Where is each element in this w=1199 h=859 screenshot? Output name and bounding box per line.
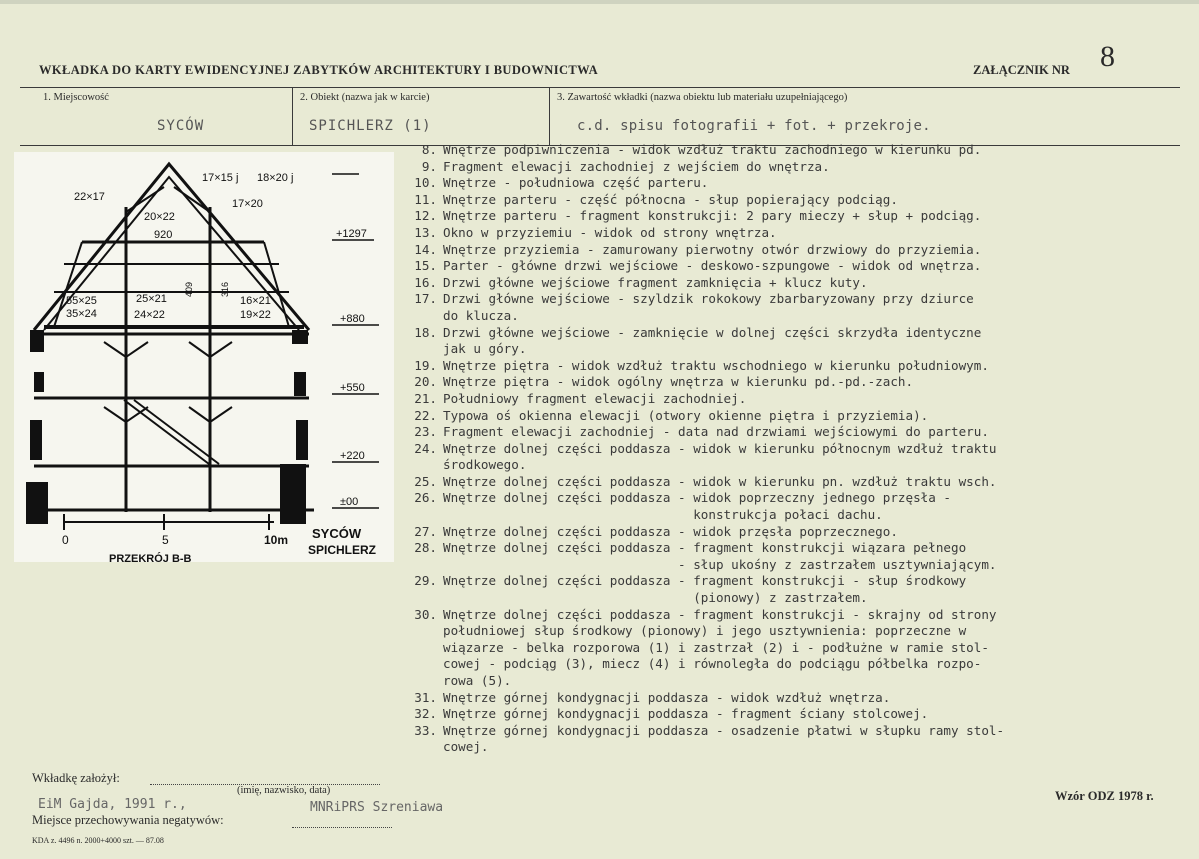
dimension-label: 55×25	[66, 295, 97, 307]
list-item-number: 11.	[414, 191, 437, 207]
list-item-number: 33.	[414, 722, 437, 738]
elevation-label: +880	[340, 313, 365, 325]
list-item	[395, 308, 1185, 325]
list-item-text: Wnętrze - południowa część parteru.	[443, 175, 709, 191]
list-item	[395, 673, 1185, 690]
list-item-number: 13.	[414, 224, 437, 240]
list-item	[395, 208, 1185, 225]
fields-divider-1	[292, 87, 293, 145]
list-item-number: 29.	[414, 573, 437, 589]
list-item	[395, 739, 1185, 756]
list-item-text: (pionowy) z zastrzałem.	[443, 590, 868, 606]
list-item-text: Wnętrze parteru - fragment konstrukcji: 2 pary mieczy + słup + podciąg.	[443, 208, 982, 224]
list-item-text: Wnętrze dolnej części poddasza - widok poprzeczny jednego przęsła -	[443, 490, 951, 506]
list-item	[395, 325, 1185, 342]
list-item	[395, 623, 1185, 640]
list-item-text: Drzwi główne wejściowe - szyldzik rokokowy zbarbaryzowany przy dziurce	[443, 291, 974, 307]
list-item-text: Wnętrze górnej kondygnacji poddasza - fragment ściany stolcowej.	[443, 706, 929, 722]
list-item-text: Typowa oś okienna elewacji (otwory okienne piętra i przyziemia).	[443, 407, 929, 423]
list-item-text: cowej - podciąg (3), miecz (4) i równoległa do podciągu półbelka rozpo-	[443, 656, 982, 672]
content-value: c.d. spisu fotografii + fot. + przekroje.	[577, 118, 931, 134]
list-item-number	[395, 590, 437, 607]
list-item	[395, 242, 1185, 259]
list-item	[395, 474, 1185, 491]
list-item-text: Wnętrze dolnej części poddasza - widok w kierunku pn. wzdłuż traktu wsch.	[443, 473, 997, 489]
list-item	[395, 192, 1185, 209]
list-item-text: Wnętrze górnej kondygnacji poddasza - osadzenie płatwi w słupku ramy stol-	[443, 722, 1005, 738]
object-value: SPICHLERZ (1)	[309, 118, 432, 134]
list-item-number: 23.	[414, 424, 437, 440]
elevation-label: +1297	[336, 228, 367, 240]
list-item-number: 14.	[414, 241, 437, 257]
drawing-building-label: SPICHLERZ	[308, 543, 377, 557]
scale-label: 10m	[264, 533, 289, 547]
list-item-text: wiązarze - belka rozporowa (1) i zastrzał (2) i - podłużne w ramie stol-	[443, 639, 989, 655]
founder-value: EiM Gajda, 1991 r.,	[38, 797, 187, 812]
list-item-text: południowej słup środkowy (pionowy) i jego usztywnienia: poprzeczne w	[443, 623, 967, 639]
list-item	[395, 607, 1185, 624]
dimension-label: 19×22	[240, 309, 271, 321]
elevation-label: +220	[340, 450, 365, 462]
list-item	[395, 540, 1185, 557]
list-item-number: 16.	[414, 274, 437, 290]
list-item-number	[395, 656, 437, 673]
list-item-text: Fragment elewacji zachodniej - data nad drzwiami wejściowymi do parteru.	[443, 424, 989, 440]
founder-label: Wkładkę założył:	[32, 771, 120, 785]
header-rule	[20, 87, 1180, 88]
cross-section-drawing	[14, 152, 394, 562]
dimension-label: 17×20	[232, 198, 263, 210]
list-item-text: Okno w przyziemiu - widok od strony wnętrza.	[443, 224, 777, 240]
dimension-label: 16×21	[240, 295, 271, 307]
list-item-number: 24.	[414, 440, 437, 456]
list-item-number: 32.	[414, 706, 437, 722]
list-item-text: Wnętrze parteru - część północna - słup popierający podciąg.	[443, 191, 898, 207]
locality-value: SYCÓW	[157, 118, 205, 134]
list-item	[395, 391, 1185, 408]
dimension-label: 409	[184, 281, 194, 297]
object-label: 2. Obiekt (nazwa jak w karcie)	[300, 92, 430, 103]
elevation-label: ±00	[340, 496, 359, 508]
form-model-label: Wzór ODZ 1978 r.	[1055, 789, 1154, 803]
list-item-number	[395, 341, 437, 358]
dimension-label: 25×21	[136, 293, 167, 305]
content-label: 3. Zawartość wkładki (nazwa obiektu lub materiału uzupełniającego)	[557, 92, 848, 103]
list-item	[395, 358, 1185, 375]
photo-list	[395, 142, 1185, 756]
list-item-number: 31.	[414, 689, 437, 705]
list-item-text: Wnętrze piętra - widok ogólny wnętrza w kierunku pd.-pd.-zach.	[443, 374, 914, 390]
list-item-text: rowa (5).	[443, 673, 512, 688]
list-item-number: 27.	[414, 523, 437, 539]
list-item-number	[395, 739, 437, 756]
list-item	[395, 275, 1185, 292]
list-item-number: 22.	[414, 407, 437, 423]
list-item	[395, 175, 1185, 192]
list-item	[395, 341, 1185, 358]
list-item-number: 17.	[414, 291, 437, 307]
list-item-number: 15.	[414, 258, 437, 274]
fields-divider-2	[549, 87, 550, 145]
list-item	[395, 374, 1185, 391]
list-item-text: Wnętrze górnej kondygnacji poddasza - widok wzdłuż wnętrza.	[443, 689, 891, 705]
list-item-text: Fragment elewacji zachodniej z wejściem do wnętrza.	[443, 158, 830, 174]
list-item-text: środkowego.	[443, 457, 527, 473]
list-item-text: Wnętrze przyziemia - zamurowany pierwotny otwór drzwiowy do przyziemia.	[443, 241, 982, 257]
list-item	[395, 690, 1185, 707]
list-item-number: 20.	[414, 374, 437, 390]
negatives-label: Miejsce przechowywania negatywów:	[32, 813, 224, 827]
list-item-text: Wnętrze piętra - widok wzdłuż traktu wschodniego w kierunku południowym.	[443, 357, 989, 373]
list-item	[395, 507, 1185, 524]
list-item-number	[395, 557, 437, 574]
list-item-text: Wnętrze dolnej części poddasza - widok w kierunku północnym wzdłuż traktu	[443, 440, 997, 456]
list-item-number	[395, 640, 437, 657]
list-item	[395, 490, 1185, 507]
list-item	[395, 457, 1185, 474]
list-item	[395, 225, 1185, 242]
list-item-number: 26.	[414, 490, 437, 506]
list-item-number: 12.	[414, 208, 437, 224]
section-caption: PRZEKRÓJ B-B	[109, 553, 192, 562]
negatives-value: MNRiPRS Szreniawa	[310, 800, 444, 815]
list-item-number: 10.	[414, 175, 437, 191]
list-item	[395, 723, 1185, 740]
list-item-text: Drzwi główne wejściowe - zamknięcie w dolnej części skrzydła identyczne	[443, 324, 982, 340]
list-item-number: 28.	[414, 540, 437, 556]
list-item-number	[395, 673, 437, 690]
list-item-text: Wnętrze dolnej części poddasza - fragment konstrukcji - słup środkowy	[443, 573, 967, 589]
list-item-number: 21.	[414, 390, 437, 406]
list-item-text: do klucza.	[443, 307, 519, 323]
card-top-edge	[0, 0, 1199, 4]
dimension-label: 24×22	[134, 309, 165, 321]
list-item	[395, 656, 1185, 673]
list-item-number: 18.	[414, 324, 437, 340]
list-item-text: Wnętrze podpiwniczenia - widok wzdłuż traktu zachodniego w kierunku pd.	[443, 142, 982, 157]
dimension-label: 20×22	[144, 211, 175, 223]
locality-label: 1. Miejscowość	[43, 92, 109, 103]
dimension-label: 316	[220, 281, 230, 297]
annex-number: 8	[1100, 40, 1115, 73]
list-item	[395, 706, 1185, 723]
dimension-label: 35×24	[66, 308, 97, 320]
list-item-text: Drzwi główne wejściowe fragment zamknięcia + klucz kuty.	[443, 274, 868, 290]
list-item-text: jak u góry.	[443, 341, 527, 357]
list-item-number: 25.	[414, 473, 437, 489]
scale-label: 0	[62, 533, 69, 547]
dimension-label: 22×17	[74, 191, 105, 203]
list-item-number: 19.	[414, 357, 437, 373]
list-item	[395, 640, 1185, 657]
list-item	[395, 573, 1185, 590]
print-info: KDA z. 4496 n. 2000+4000 szt. — 87.08	[32, 836, 164, 845]
drawing-place-label: SYCÓW	[312, 526, 362, 541]
list-item-text: Wnętrze dolnej części poddasza - fragment konstrukcji - skrajny od strony	[443, 606, 997, 622]
dimension-label: 17×15 j	[202, 172, 239, 184]
list-item-text: cowej.	[443, 739, 489, 755]
list-item-number	[395, 308, 437, 325]
cross-section-svg	[14, 152, 394, 562]
list-item	[395, 524, 1185, 541]
list-item-number	[395, 507, 437, 524]
elevation-label: +550	[340, 382, 365, 394]
list-item-text: Południowy fragment elewacji zachodniej.	[443, 390, 747, 406]
list-item	[395, 557, 1185, 574]
list-item	[395, 291, 1185, 308]
list-item	[395, 159, 1185, 176]
annex-label: ZAŁĄCZNIK NR	[973, 63, 1070, 77]
list-item-text: - słup ukośny z zastrzałem usztywniającym.	[443, 556, 997, 572]
list-item-number	[395, 623, 437, 640]
list-item-text: Parter - główne drzwi wejściowe - deskowo-szpungowe - widok od wnętrza.	[443, 258, 982, 274]
list-item	[395, 590, 1185, 607]
negatives-dotted-line	[292, 826, 392, 828]
list-item-number	[395, 457, 437, 474]
list-item	[395, 424, 1185, 441]
founder-hint: (imię, nazwisko, data)	[237, 785, 331, 796]
list-item-number: 9.	[421, 158, 437, 174]
list-item	[395, 408, 1185, 425]
list-item-text: Wnętrze dolnej części poddasza - widok przęsła poprzecznego.	[443, 523, 898, 539]
list-item	[395, 142, 1185, 159]
scale-label: 5	[162, 533, 169, 547]
card-title: WKŁADKA DO KARTY EWIDENCYJNEJ ZABYTKÓW ARCHITEKTURY I BUDOWNICTWA	[39, 63, 599, 77]
list-item-text: konstrukcja połaci dachu.	[443, 507, 883, 523]
list-item-text: Wnętrze dolnej części poddasza - fragment konstrukcji wiązara pełnego	[443, 540, 967, 556]
list-item-number: 30.	[414, 606, 437, 622]
list-item-number: 8.	[421, 142, 437, 157]
list-item	[395, 441, 1185, 458]
dimension-label: 920	[154, 229, 173, 241]
dimension-label: 18×20 j	[257, 172, 294, 184]
list-item	[395, 258, 1185, 275]
